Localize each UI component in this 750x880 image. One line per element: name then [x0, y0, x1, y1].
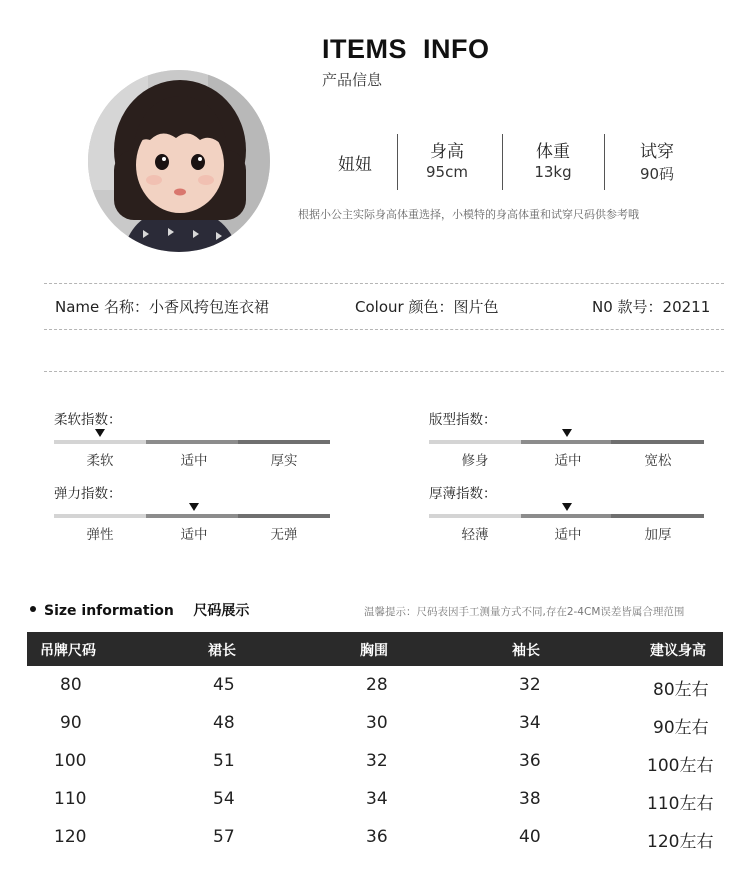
scale-option: 适中 — [554, 453, 582, 469]
scale-segment — [429, 514, 521, 518]
divider — [502, 134, 503, 190]
table-cell: 110左右 — [647, 794, 714, 814]
table-cell: 34 — [366, 789, 388, 809]
scale-segment — [429, 440, 521, 444]
bullet-icon — [30, 606, 36, 612]
scale-option: 适中 — [180, 453, 208, 469]
table-cell: 57 — [213, 827, 235, 847]
scale-option: 厚实 — [270, 453, 298, 469]
fit-marker-icon — [562, 429, 572, 437]
table-cell: 45 — [213, 675, 235, 695]
scale-segment — [146, 514, 238, 518]
table-cell: 36 — [519, 751, 541, 771]
table-cell: 110 — [54, 789, 87, 809]
dashed-divider — [44, 283, 724, 284]
scale-segment — [611, 514, 704, 518]
divider — [604, 134, 605, 190]
column-header: 建议身高 — [650, 643, 706, 659]
table-cell: 28 — [366, 675, 388, 695]
model-height-value: 95cm — [426, 163, 468, 181]
column-header: 吊牌尺码 — [40, 643, 96, 659]
model-fit-value: 90码 — [639, 165, 675, 183]
column-header: 胸围 — [360, 643, 388, 659]
dashed-divider — [44, 371, 724, 372]
table-cell: 100左右 — [647, 756, 714, 776]
scale-segment — [54, 514, 146, 518]
scale-option: 加厚 — [644, 527, 672, 543]
table-cell: 90左右 — [653, 718, 709, 738]
fit-index-label: 版型指数： — [429, 412, 497, 428]
dashed-divider — [44, 329, 724, 330]
product-colour-value: 图片色 — [453, 298, 499, 316]
scale-option: 弹性 — [86, 527, 114, 543]
scale-segment — [521, 514, 611, 518]
table-cell: 30 — [366, 713, 388, 733]
model-photo-illustration — [88, 70, 270, 252]
softness-marker-icon — [95, 429, 105, 437]
table-cell: 40 — [519, 827, 541, 847]
product-name-label: Name 名称： — [55, 298, 150, 316]
scale-segment — [146, 440, 238, 444]
product-colour — [355, 296, 498, 317]
scale-option: 修身 — [461, 453, 489, 469]
scale-segment — [238, 514, 330, 518]
column-header: 袖长 — [512, 643, 540, 659]
product-colour-label: Colour 颜色： — [355, 298, 454, 316]
elasticity-index-label: 弹力指数： — [54, 486, 122, 502]
column-header: 裙长 — [208, 643, 236, 659]
product-number — [592, 296, 710, 317]
size-section-title: Size information 尺码展示 — [44, 603, 250, 619]
model-weight-value: 13kg — [534, 163, 572, 181]
scale-segment — [238, 440, 330, 444]
model-height-label: 身高 — [430, 142, 464, 162]
scale-option: 适中 — [180, 527, 208, 543]
size-note: 温馨提示：尺码表因手工测量方式不同,存在2-4CM误差皆属合理范围 — [364, 606, 685, 618]
scale-option: 宽松 — [644, 453, 672, 469]
scale-option: 轻薄 — [461, 527, 489, 543]
model-name: 妞妞 — [338, 155, 372, 175]
scale-option: 柔软 — [86, 453, 114, 469]
model-weight-label: 体重 — [536, 142, 570, 162]
table-cell: 32 — [366, 751, 388, 771]
scale-segment — [611, 440, 704, 444]
model-photo — [88, 70, 270, 252]
scale-option: 适中 — [554, 527, 582, 543]
table-cell: 120 — [54, 827, 87, 847]
table-cell: 38 — [519, 789, 541, 809]
product-name — [55, 296, 269, 317]
page-title: ITEMS INFO — [322, 34, 490, 64]
table-cell: 80 — [60, 675, 82, 695]
table-cell: 120左右 — [647, 832, 714, 852]
table-cell: 80左右 — [653, 680, 709, 700]
elasticity-marker-icon — [189, 503, 199, 511]
page-subtitle: 产品信息 — [322, 71, 383, 89]
product-number-label: N0 款号： — [592, 298, 663, 316]
divider — [397, 134, 398, 190]
product-name-value: 小香风挎包连衣裙 — [149, 298, 270, 316]
thickness-index-label: 厚薄指数： — [429, 486, 497, 502]
table-cell: 34 — [519, 713, 541, 733]
table-cell: 51 — [213, 751, 235, 771]
table-cell: 90 — [60, 713, 82, 733]
scale-option: 无弹 — [270, 527, 298, 543]
scale-segment — [521, 440, 611, 444]
thickness-marker-icon — [562, 503, 572, 511]
table-cell: 36 — [366, 827, 388, 847]
model-note: 根据小公主实际身高体重选择，小模特的身高体重和试穿尺码供参考哦 — [298, 208, 639, 221]
model-fit-label: 试穿 — [640, 142, 674, 162]
product-number-value: 20211 — [662, 298, 711, 316]
table-cell: 54 — [213, 789, 235, 809]
table-cell: 32 — [519, 675, 541, 695]
scale-segment — [54, 440, 146, 444]
table-cell: 48 — [213, 713, 235, 733]
table-cell: 100 — [54, 751, 87, 771]
softness-index-label: 柔软指数： — [54, 412, 122, 428]
